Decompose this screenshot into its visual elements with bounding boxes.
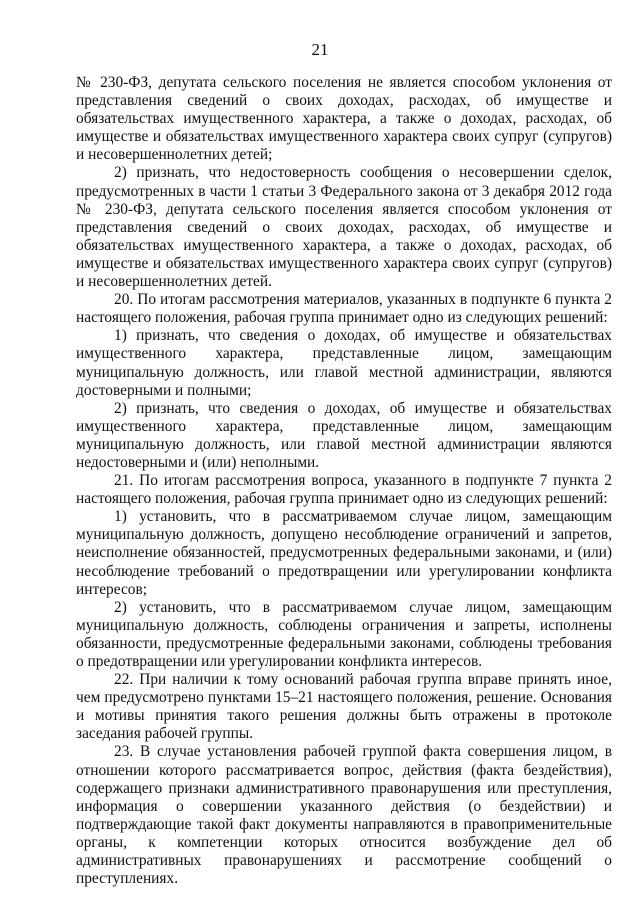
paragraph-item-2: 2) признать, что недостоверность сообщения о несовершении сделок, предусмотренных в части 1 статьи 3 Федерального закона от 3 декабря 2012 года № 230-ФЗ, депутата сельского поселения является способом уклонения от представления сведений о своих доходах, расходах, об имуществе и обязательствах имущественного характера, а также о доходах, расходах, об имуществе и обязательствах имущественного характера своих супруг (супругов) и несовершеннолетних детей. <box>76 164 612 291</box>
paragraph-item-20-2: 2) признать, что сведения о доходах, об имуществе и обязательствах имущественного характера, представленные лицом, замещающим муниципальную должность, или главой местной администрации являются недостоверными и (или) неполными. <box>76 399 612 471</box>
paragraph-continuation: № 230-ФЗ, депутата сельского поселения не является способом уклонения от представления сведений о своих доходах, расходах, об имуществе и обязательствах имущественного характера, а также о доходах, расходах, об имуществе и обязательствах имущественного характера своих супруг (супругов) и несовершеннолетних детей; <box>76 74 612 164</box>
paragraph-section-20: 20. По итогам рассмотрения материалов, указанных в подпункте 6 пункта 2 настоящего положения, рабочая группа принимает одно из следующих решений: <box>76 291 612 327</box>
paragraph-item-21-2: 2) установить, что в рассматриваемом случае лицом, замещающим муниципальную должность, соблюдены ограничения и запреты, исполнены обязанности, предусмотренные федеральными законами, соблюдены требования о предотвращении или урегулировании конфликта интересов. <box>76 598 612 670</box>
paragraph-section-21: 21. По итогам рассмотрения вопроса, указанного в подпункте 7 пункта 2 настоящего положения, рабочая группа принимает одно из следующих решений: <box>76 472 612 508</box>
page-number: 21 <box>311 40 329 59</box>
paragraph-section-23: 23. В случае установления рабочей группой факта совершения лицом, в отношении которого рассматривается вопрос, действия (факта бездействия), содержащего признаки административного правонарушения или преступления, информация о совершении указанного действия (о бездействии) и подтверждающие такой факт документы направляются в правоприменительные органы, к компетенции которых относится возбуждение дел об административных правонарушениях и рассмотрение сообщений о преступлениях. <box>76 743 612 888</box>
document-body <box>76 74 612 888</box>
paragraph-section-22: 22. При наличии к тому оснований рабочая группа вправе принять иное, чем предусмотрено пунктами 15–21 настоящего положения, решение. Основания и мотивы принятия такого решения должны быть отражены в протоколе заседания рабочей группы. <box>76 671 612 743</box>
paragraph-item-20-1: 1) признать, что сведения о доходах, об имуществе и обязательствах имущественного характера, представленные лицом, замещающим муниципальную должность, или главой местной администрации, являются достоверными и полными; <box>76 327 612 399</box>
paragraph-item-21-1: 1) установить, что в рассматриваемом случае лицом, замещающим муниципальную должность, допущено несоблюдение ограничений и запретов, неисполнение обязанностей, предусмотренных федеральными законами, и (или) несоблюдение требований о предотвращении или урегулировании конфликта интересов; <box>76 508 612 598</box>
